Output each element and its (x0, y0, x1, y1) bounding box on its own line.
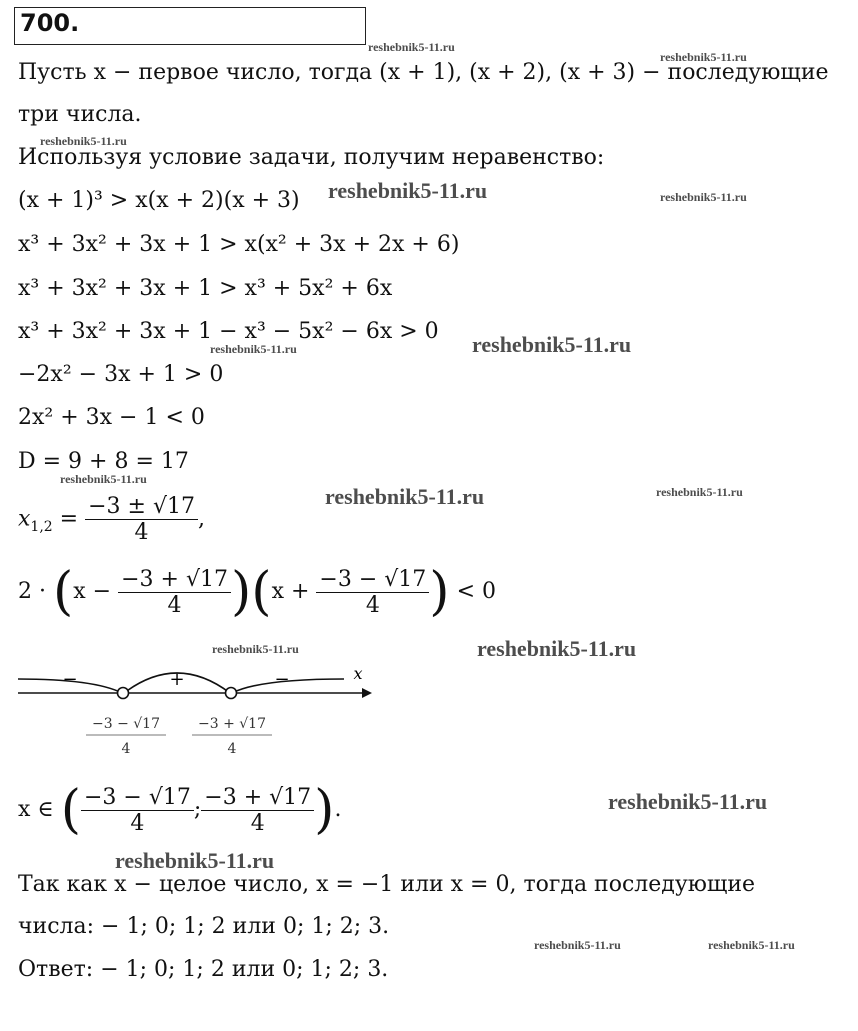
roots-lhs: x (18, 506, 31, 532)
watermark: reshebnik5-11.ru (708, 938, 795, 952)
intro-line-2: три числа. (18, 102, 142, 127)
factor-a-fraction (118, 567, 231, 618)
watermark: reshebnik5-11.ru (115, 848, 275, 873)
watermark: reshebnik5-11.ru (660, 50, 747, 64)
equation-2: x³ + 3x² + 3x + 1 > x(x² + 3x + 2x + 6) (18, 232, 460, 257)
equation-4: x³ + 3x² + 3x + 1 − x³ − 5x² − 6x > 0 (18, 319, 439, 344)
intro-line-1: Пусть x − первое число, тогда (x + 1), (x + 2), (x + 3) − последующие (18, 60, 829, 85)
problem-number: 700. (20, 9, 80, 37)
factor-b-prefix: x + (271, 579, 317, 604)
conclusion-line-2: числа: − 1; 0; 1; 2 или 0; 1; 2; 3. (18, 914, 390, 939)
watermark: reshebnik5-11.ru (325, 484, 485, 509)
watermark: reshebnik5-11.ru (368, 40, 455, 54)
watermark: reshebnik5-11.ru (212, 642, 299, 656)
right-paren-icon: ) (230, 562, 252, 622)
number-line-diagram (14, 655, 374, 765)
answer-left-fraction (81, 785, 194, 836)
roots-subscript: 1,2 (30, 518, 53, 535)
right-point-denominator: 4 (227, 741, 237, 757)
answer-right-denominator: 4 (250, 810, 265, 836)
factor-b-numerator: −3 − √17 (316, 567, 429, 593)
left-point-denominator: 4 (121, 741, 131, 757)
factor-b-fraction (316, 567, 429, 618)
equation-6: 2x² + 3x − 1 < 0 (18, 405, 205, 430)
discriminant: D = 9 + 8 = 17 (18, 449, 189, 474)
answer-set-tail: . (334, 797, 342, 822)
equation-5: −2x² − 3x + 1 > 0 (18, 362, 224, 387)
sign-right: − (274, 669, 290, 690)
open-point-right (226, 688, 237, 699)
watermark: reshebnik5-11.ru (534, 938, 621, 952)
roots-denominator: 4 (134, 520, 149, 545)
answer-right-fraction (201, 785, 314, 836)
factor-a-numerator: −3 + √17 (118, 567, 231, 593)
equation-3: x³ + 3x² + 3x + 1 > x³ + 5x² + 6x (18, 276, 393, 301)
left-point-numerator: −3 − √17 (91, 716, 161, 732)
roots-equals: = (52, 506, 86, 532)
answer-set (18, 780, 342, 840)
watermark: reshebnik5-11.ru (660, 190, 747, 204)
equation-1: (x + 1)³ > x(x + 2)(x + 3) (18, 188, 300, 213)
left-paren-icon: ( (52, 562, 74, 622)
watermark: reshebnik5-11.ru (328, 178, 488, 203)
watermark: reshebnik5-11.ru (210, 342, 297, 356)
factored-tail: < 0 (449, 579, 496, 604)
roots-comma: , (197, 506, 205, 532)
watermark: reshebnik5-11.ru (472, 332, 632, 357)
open-point-left (118, 688, 129, 699)
answer-left-denominator: 4 (130, 810, 145, 836)
factored-lead: 2 · (18, 579, 53, 604)
sign-middle: + (169, 669, 185, 690)
answer-left-numerator: −3 − √17 (81, 785, 194, 811)
right-paren-icon: ) (314, 780, 335, 840)
factor-a-denominator: 4 (167, 592, 182, 618)
sign-left: − (62, 669, 78, 690)
watermark: reshebnik5-11.ru (656, 485, 743, 499)
left-paren-icon: ( (60, 780, 81, 840)
factored-inequality (18, 562, 496, 622)
answer-separator: ; (193, 797, 202, 822)
roots-formula (18, 494, 205, 545)
axis-label: x (353, 664, 363, 683)
factor-b-denominator: 4 (365, 592, 380, 618)
answer-right-numerator: −3 + √17 (201, 785, 314, 811)
roots-fraction (85, 494, 198, 545)
answer-line: Ответ: − 1; 0; 1; 2 или 0; 1; 2; 3. (18, 957, 389, 982)
roots-numerator: −3 ± √17 (85, 494, 198, 520)
watermark: reshebnik5-11.ru (40, 134, 127, 148)
right-point-numerator: −3 + √17 (197, 716, 267, 732)
factor-a-prefix: x − (73, 579, 119, 604)
intro-line-3: Используя условие задачи, получим неравенство: (18, 145, 605, 170)
left-paren-icon: ( (251, 562, 272, 622)
conclusion-line-1: Так как x − целое число, x = −1 или x = 0, тогда последующие (18, 872, 756, 897)
axis-arrow-icon (362, 688, 372, 698)
watermark: reshebnik5-11.ru (60, 472, 147, 486)
watermark: reshebnik5-11.ru (608, 789, 768, 814)
right-paren-icon: ) (429, 562, 450, 622)
watermark: reshebnik5-11.ru (477, 636, 637, 661)
answer-set-lhs: x ∈ (18, 797, 61, 822)
